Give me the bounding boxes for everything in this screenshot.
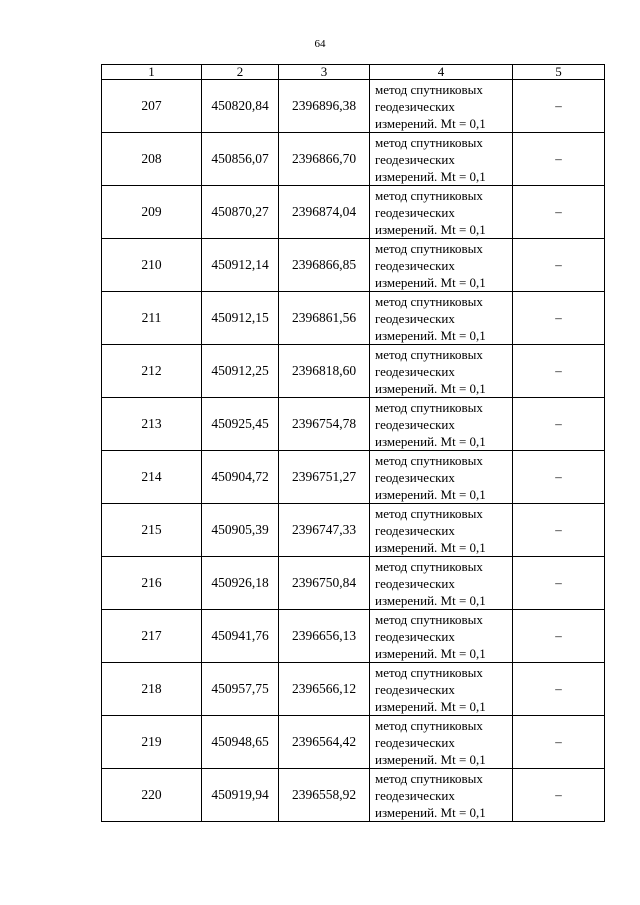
table-row xyxy=(102,80,605,133)
point-number-cell: 217 xyxy=(102,610,202,663)
point-number-cell: 211 xyxy=(102,292,202,345)
table-row xyxy=(102,345,605,398)
table-header xyxy=(102,65,605,80)
x-coordinate-cell: 450919,94 xyxy=(202,769,279,822)
table-row xyxy=(102,504,605,557)
point-number-cell: 216 xyxy=(102,557,202,610)
y-coordinate-cell: 2396558,92 xyxy=(279,769,370,822)
x-coordinate-cell: 450941,76 xyxy=(202,610,279,663)
method-cell: метод спутниковых геодезических измерений. Mt = 0,1 xyxy=(370,610,513,663)
note-cell: – xyxy=(513,292,605,345)
method-cell: метод спутниковых геодезических измерений. Mt = 0,1 xyxy=(370,292,513,345)
x-coordinate-cell: 450856,07 xyxy=(202,133,279,186)
method-cell: метод спутниковых геодезических измерений. Mt = 0,1 xyxy=(370,504,513,557)
method-cell: метод спутниковых геодезических измерений. Mt = 0,1 xyxy=(370,769,513,822)
table-row xyxy=(102,716,605,769)
point-number-cell: 213 xyxy=(102,398,202,451)
x-coordinate-cell: 450870,27 xyxy=(202,186,279,239)
y-coordinate-cell: 2396564,42 xyxy=(279,716,370,769)
table-row xyxy=(102,239,605,292)
x-coordinate-cell: 450820,84 xyxy=(202,80,279,133)
method-cell: метод спутниковых геодезических измерений. Mt = 0,1 xyxy=(370,186,513,239)
note-cell: – xyxy=(513,504,605,557)
point-number-cell: 207 xyxy=(102,80,202,133)
header-row xyxy=(102,65,605,80)
point-number-cell: 210 xyxy=(102,239,202,292)
method-cell: метод спутниковых геодезических измерений. Mt = 0,1 xyxy=(370,239,513,292)
table-row xyxy=(102,186,605,239)
method-cell: метод спутниковых геодезических измерений. Mt = 0,1 xyxy=(370,451,513,504)
method-cell: метод спутниковых геодезических измерений. Mt = 0,1 xyxy=(370,133,513,186)
note-cell: – xyxy=(513,80,605,133)
table-row xyxy=(102,663,605,716)
x-coordinate-cell: 450926,18 xyxy=(202,557,279,610)
x-coordinate-cell: 450957,75 xyxy=(202,663,279,716)
note-cell: – xyxy=(513,345,605,398)
note-cell: – xyxy=(513,133,605,186)
y-coordinate-cell: 2396866,85 xyxy=(279,239,370,292)
y-coordinate-cell: 2396751,27 xyxy=(279,451,370,504)
y-coordinate-cell: 2396754,78 xyxy=(279,398,370,451)
table-row xyxy=(102,398,605,451)
point-number-cell: 214 xyxy=(102,451,202,504)
x-coordinate-cell: 450948,65 xyxy=(202,716,279,769)
x-coordinate-cell: 450912,14 xyxy=(202,239,279,292)
method-cell: метод спутниковых геодезических измерений. Mt = 0,1 xyxy=(370,557,513,610)
method-cell: метод спутниковых геодезических измерений. Mt = 0,1 xyxy=(370,80,513,133)
x-coordinate-cell: 450925,45 xyxy=(202,398,279,451)
point-number-cell: 215 xyxy=(102,504,202,557)
note-cell: – xyxy=(513,716,605,769)
x-coordinate-cell: 450912,25 xyxy=(202,345,279,398)
y-coordinate-cell: 2396566,12 xyxy=(279,663,370,716)
method-cell: метод спутниковых геодезических измерений. Mt = 0,1 xyxy=(370,345,513,398)
method-cell: метод спутниковых геодезических измерений. Mt = 0,1 xyxy=(370,663,513,716)
table-row xyxy=(102,557,605,610)
x-coordinate-cell: 450905,39 xyxy=(202,504,279,557)
y-coordinate-cell: 2396656,13 xyxy=(279,610,370,663)
point-number-cell: 212 xyxy=(102,345,202,398)
y-coordinate-cell: 2396818,60 xyxy=(279,345,370,398)
y-coordinate-cell: 2396866,70 xyxy=(279,133,370,186)
note-cell: – xyxy=(513,186,605,239)
point-number-cell: 219 xyxy=(102,716,202,769)
note-cell: – xyxy=(513,398,605,451)
table-row xyxy=(102,451,605,504)
method-cell: метод спутниковых геодезических измерений. Mt = 0,1 xyxy=(370,716,513,769)
coordinates-table xyxy=(101,64,605,822)
page-number: 64 xyxy=(314,38,326,50)
table-body xyxy=(102,80,605,822)
table-row xyxy=(102,769,605,822)
column-header: 4 xyxy=(370,65,513,80)
y-coordinate-cell: 2396896,38 xyxy=(279,80,370,133)
y-coordinate-cell: 2396874,04 xyxy=(279,186,370,239)
note-cell: – xyxy=(513,557,605,610)
point-number-cell: 208 xyxy=(102,133,202,186)
y-coordinate-cell: 2396861,56 xyxy=(279,292,370,345)
x-coordinate-cell: 450912,15 xyxy=(202,292,279,345)
table-row xyxy=(102,133,605,186)
note-cell: – xyxy=(513,610,605,663)
y-coordinate-cell: 2396747,33 xyxy=(279,504,370,557)
column-header: 1 xyxy=(102,65,202,80)
column-header: 3 xyxy=(279,65,370,80)
note-cell: – xyxy=(513,451,605,504)
column-header: 5 xyxy=(513,65,605,80)
point-number-cell: 220 xyxy=(102,769,202,822)
x-coordinate-cell: 450904,72 xyxy=(202,451,279,504)
note-cell: – xyxy=(513,239,605,292)
point-number-cell: 218 xyxy=(102,663,202,716)
column-header: 2 xyxy=(202,65,279,80)
point-number-cell: 209 xyxy=(102,186,202,239)
table-row xyxy=(102,610,605,663)
note-cell: – xyxy=(513,769,605,822)
y-coordinate-cell: 2396750,84 xyxy=(279,557,370,610)
method-cell: метод спутниковых геодезических измерений. Mt = 0,1 xyxy=(370,398,513,451)
note-cell: – xyxy=(513,663,605,716)
table-row xyxy=(102,292,605,345)
